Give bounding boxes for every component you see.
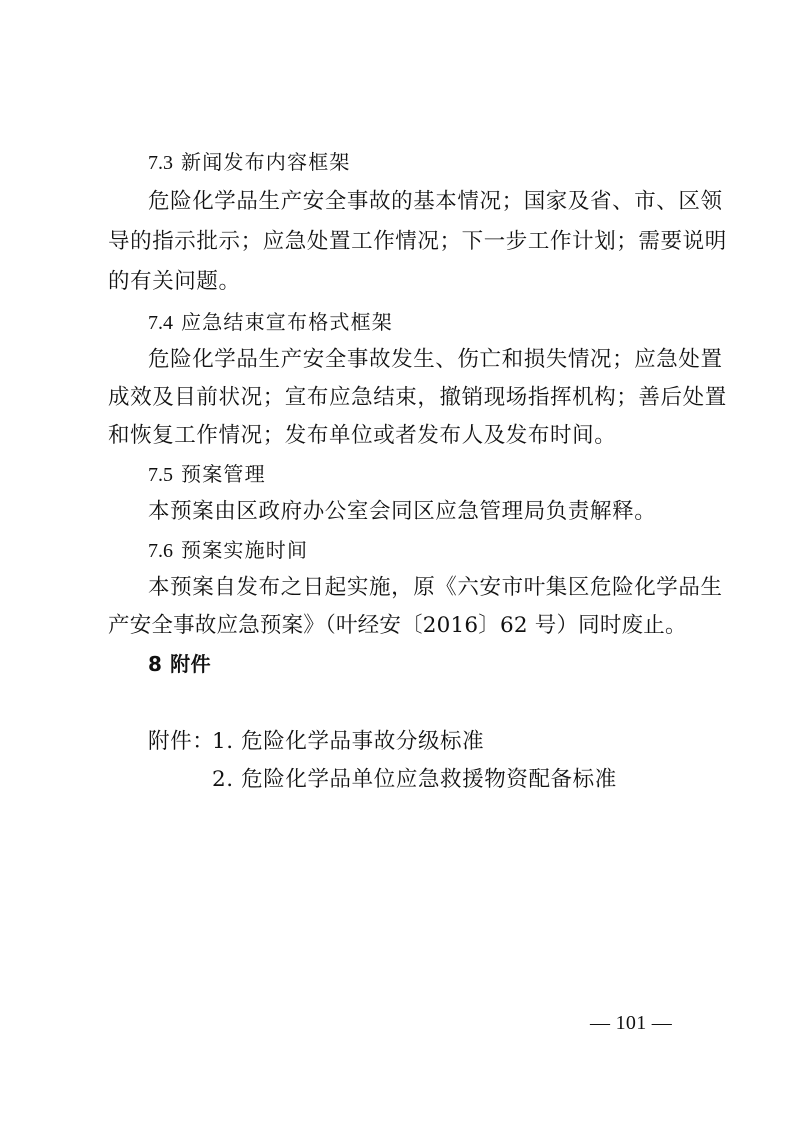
- paragraph-line: 危险化学品生产安全事故的基本情况；国家及省、市、区领: [148, 189, 723, 214]
- page-number: — 101 —: [590, 1012, 673, 1034]
- attachment-item: 1. 危险化学品事故分级标准: [212, 729, 485, 754]
- paragraph-line: 本预案由区政府办公室会同区应急管理局负责解释。: [148, 499, 657, 524]
- section-heading-7-5: [148, 462, 734, 487]
- section-heading-7-4: [148, 310, 734, 335]
- section-number: 7.3: [148, 152, 173, 174]
- section-number: 7.4: [148, 312, 173, 334]
- paragraph-line: 导的指示批示；应急处置工作情况；下一步工作计划；需要说明: [108, 229, 727, 254]
- section-title: 应急结束宣布格式框架: [181, 310, 393, 334]
- section-heading-7-6: [148, 538, 734, 563]
- paragraph-line: 的有关问题。: [108, 269, 241, 294]
- attachment-item: 2. 危险化学品单位应急救援物资配备标准: [212, 767, 617, 792]
- section-heading-7-3: [148, 150, 734, 175]
- section-title: 预案管理: [181, 462, 266, 486]
- paragraph-line: 本预案自发布之日起实施，原《六安市叶集区危险化学品生: [148, 575, 723, 600]
- paragraph-line: 成效及目前状况；宣布应急结束，撤销现场指挥机构；善后处置: [108, 385, 727, 410]
- paragraph-line: 和恢复工作情况；发布单位或者发布人及发布时间。: [108, 423, 617, 448]
- paragraph-line: 危险化学品生产安全事故发生、伤亡和损失情况；应急处置: [148, 347, 723, 372]
- section-title: 预案实施时间: [181, 538, 309, 562]
- section-number: 7.5: [148, 464, 173, 486]
- section-title: 新闻发布内容框架: [181, 150, 351, 174]
- attachments-label: 附件：: [148, 729, 215, 754]
- section-number: 7.6: [148, 540, 173, 562]
- paragraph-line: 产安全事故应急预案》（叶经安〔2016〕62 号）同时废止。: [108, 613, 687, 638]
- section-heading-8: 8 附件: [148, 652, 212, 676]
